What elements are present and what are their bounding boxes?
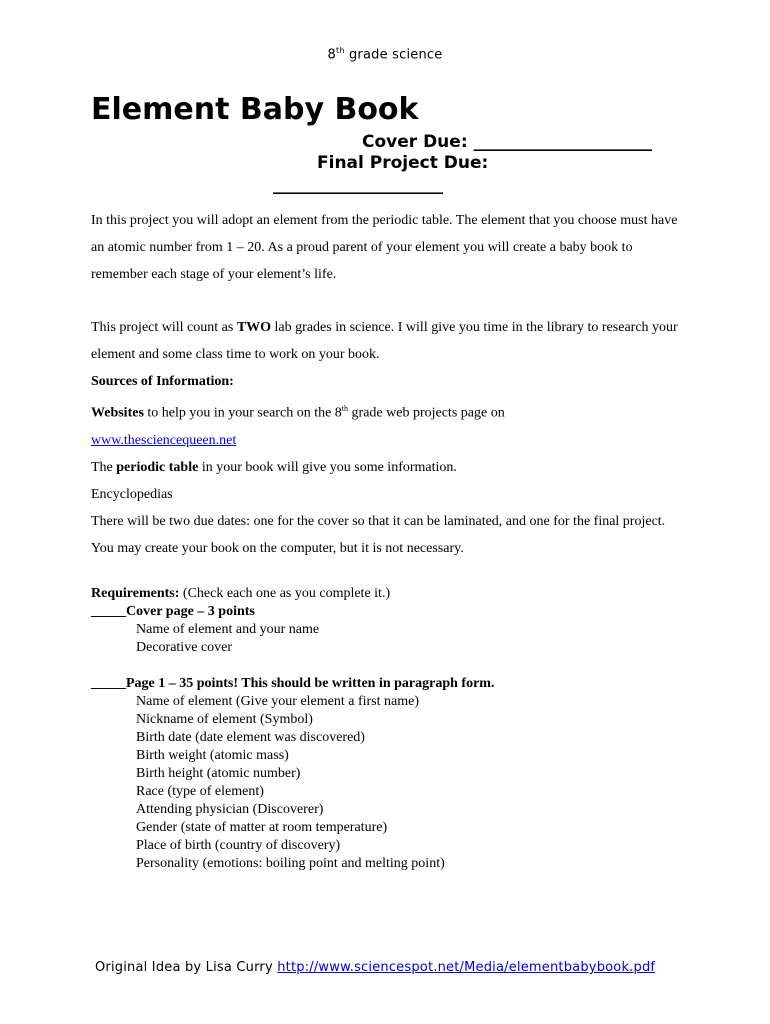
page1-item: Nickname of element (Symbol) <box>136 712 313 727</box>
lab-text-b: lab grades in science. I will give you time in the library to research your element and some class time to work on your book. <box>91 320 678 362</box>
page-header <box>0 46 770 62</box>
encyclopedias-line: Encyclopedias <box>91 486 173 502</box>
cover-page-title-text: _____Cover page – 3 points <box>91 604 255 619</box>
requirements-section <box>91 585 390 657</box>
cover-page-title <box>91 603 390 621</box>
websites-text-b: grade web projects page on <box>348 405 505 421</box>
sciencequeen-link[interactable]: www.thesciencequeen.net <box>91 432 237 448</box>
requirements-heading-bold: Requirements: <box>91 586 180 601</box>
lab-text-a: This project will count as <box>91 320 237 335</box>
footer-link[interactable]: http://www.sciencespot.net/Media/elementbabybook.pdf <box>277 960 656 975</box>
lab-grades-paragraph <box>91 314 681 368</box>
final-due-line: ____________________ <box>273 175 443 195</box>
page1-item: Attending physician (Discoverer) <box>136 802 324 817</box>
websites-text-a: to help you in your search on the 8 <box>143 405 342 421</box>
project-info <box>91 314 681 562</box>
cover-item: Decorative cover <box>136 640 232 655</box>
page-footer <box>95 960 655 975</box>
page1-item: Place of birth (country of discovery) <box>136 838 341 853</box>
requirements-heading-rest: (Check each one as you complete it.) <box>179 586 391 601</box>
websites-line <box>91 395 681 427</box>
cover-item: Name of element and your name <box>136 622 320 637</box>
page1-item: Gender (state of matter at room temperature) <box>136 820 388 835</box>
page1-section <box>91 675 494 873</box>
periodic-line <box>91 454 681 481</box>
page1-title <box>91 675 494 693</box>
websites-bold: Websites <box>91 405 144 421</box>
footer-text: Original Idea by Lisa Curry <box>95 960 278 975</box>
due-dates-paragraph: There will be two due dates: one for the cover so that it can be laminated, and one for the final project. You may create your book on the computer, but it is not necessary. <box>91 513 666 556</box>
page1-item: Birth height (atomic number) <box>136 766 301 781</box>
periodic-text-a: The <box>91 459 117 475</box>
page1-title-text: _____Page 1 – 35 points! This should be written in paragraph form. <box>91 676 495 691</box>
page1-item: Name of element (Give your element a first name) <box>136 694 419 709</box>
intro-paragraph: In this project you will adopt an element from the periodic table. The element that you choose must have an atomic number from 1 – 20. As a proud parent of your element you will create a baby book to remember each stage of your element’s life. <box>91 213 678 282</box>
page1-item: Birth date (date element was discovered) <box>136 730 365 745</box>
website-link-line <box>91 427 681 454</box>
periodic-text-b: in your book will give you some information. <box>198 459 457 475</box>
periodic-bold: periodic table <box>116 459 199 475</box>
document-title: Element Baby Book <box>91 92 419 127</box>
websites-sup: th <box>341 404 349 413</box>
sources-heading-text: Sources of Information: <box>91 374 234 389</box>
lab-text-bold: TWO <box>236 320 272 335</box>
grade-number: 8 <box>327 47 337 63</box>
page1-item: Birth weight (atomic mass) <box>136 748 289 763</box>
cover-due: Cover Due: _____________________ <box>362 132 653 152</box>
final-due: Final Project Due: <box>317 153 489 173</box>
grade-superscript: th <box>336 46 345 55</box>
page1-item: Race (type of element) <box>136 784 264 799</box>
grade-text: grade science <box>344 47 443 63</box>
sources-heading <box>91 368 681 395</box>
requirements-heading <box>91 585 390 603</box>
page1-item: Personality (emotions: boiling point and melting point) <box>136 856 445 871</box>
